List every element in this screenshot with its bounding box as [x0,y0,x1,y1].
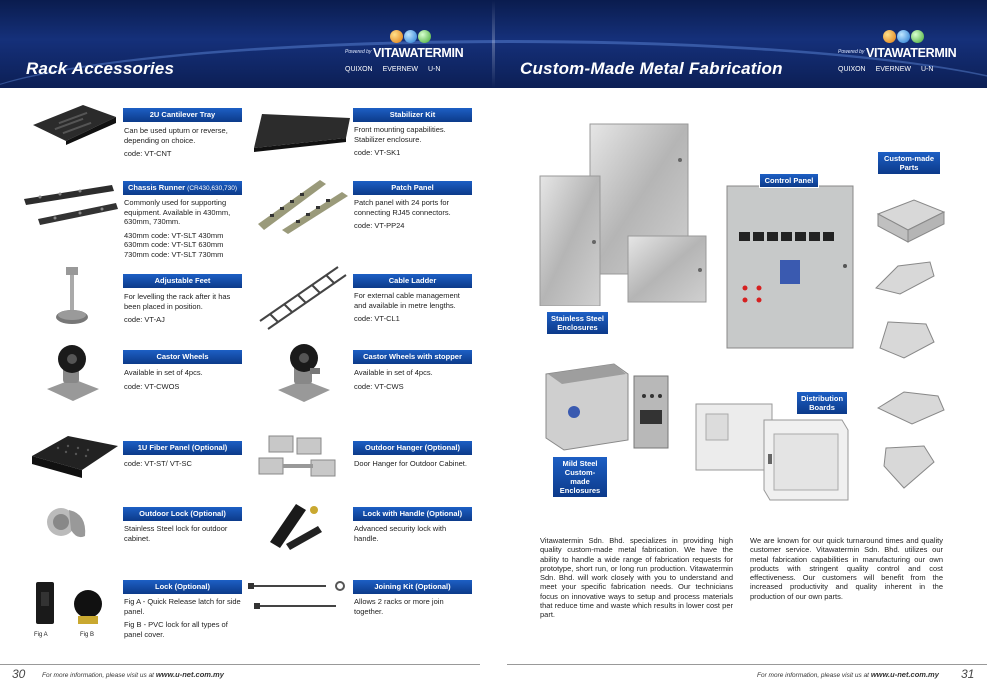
fabrication-quality-paragraph: We are known for our quick turnaround times and quality customer service. Vitawatermin Sdn. Bhd. utilizes our metal fabrication capabilities in manufacturing our own products with stringent quality control and cost effectiveness. Our customers will benefit from the increased productivity and quality inherent in the production of our own parts. [750,536,943,601]
label-stainless-steel: Stainless Steel Enclosures [546,311,609,335]
left-page-title: Rack Accessories [26,59,175,78]
desc-cantilever-tray: Can be used upturn or reverse, depending on choice. code: VT-CNT [124,126,228,158]
caption-fig-b: Fig B [80,632,95,638]
footer-divider-right [507,664,987,665]
fiber-panel-image [28,432,120,482]
page-number-left: 30 [12,667,26,681]
footer-info-right: For more information, please visit us at www.u-net.com.my [757,670,939,679]
page-spine [492,0,495,88]
tag-outdoor-hanger: Outdoor Hanger (Optional) [353,441,472,455]
tag-outdoor-lock: Outdoor Lock (Optional) [123,507,242,521]
label-distribution-boards: Distribution Boards [796,391,848,415]
desc-joining-kit: Allows 2 racks or more join together. [354,597,444,616]
tag-castor-wheels: Castor Wheels [123,350,242,364]
tag-cable-ladder: Cable Ladder [353,274,472,288]
desc-castor-wheels-stopper: Available in set of 4pcs. code: VT-CWS [354,368,433,391]
cantilever-tray-image [28,103,118,145]
sub-brand: EVERNEW [382,66,418,73]
tag-lock: Lock (Optional) [123,580,242,594]
sub-brand: QUIXON [838,66,866,73]
desc-stabilizer-kit: Front mounting capabilities. Stabilizer enclosure. code: VT-SK1 [354,125,446,157]
sub-brand: U-N [427,66,441,73]
distribution-boards-image [694,400,854,502]
castor-wheels-stopper-image [276,340,334,406]
desc-outdoor-hanger: Door Hanger for Outdoor Cabinet. [354,459,467,468]
lock-with-handle-image [266,500,328,552]
brand-powered-text: Powered by [345,49,372,55]
desc-cable-ladder: For external cable management and available in metre lengths. code: VT-CL1 [354,291,460,323]
footer-url[interactable]: www.u-net.com.my [870,670,939,679]
brand-balls-icon [390,30,450,46]
tag-lock-with-handle: Lock with Handle (Optional) [353,507,472,521]
control-panel-image [725,184,857,350]
fabrication-intro-paragraph: Vitawatermin Sdn. Bhd. specializes in providing high quality custom-made metal fabrication. We have the ability to handle a wide range of fabrication requests for prototype, short run, or long run production. Vitawatermin Sdn. Bhd. will work closely with you to understand and meet your specific fabrication needs. Our technicians focus on innovative ways to setup and process materials that reduce time and waste which results in lower cost per part. [540,536,733,620]
patch-panel-image [256,178,350,234]
desc-lock-with-handle: Advanced security lock with handle. [354,524,447,543]
page-header [0,0,987,88]
footer-divider-left [0,664,480,665]
right-page-title: Custom-Made Metal Fabrication [520,59,783,78]
tag-joining-kit: Joining Kit (Optional) [353,580,472,594]
cable-ladder-image [258,265,348,331]
footer-url[interactable]: www.u-net.com.my [155,670,224,679]
desc-fiber-panel: code: VT-ST/ VT-SC [124,459,192,468]
footer-info-left: For more information, please visit us at www.u-net.com.my [42,670,224,679]
tag-adjustable-feet: Adjustable Feet [123,274,242,288]
lock-figures-image [34,580,102,630]
brand-name: VITAWATERMIN [866,46,957,60]
label-custom-parts: Custom-made Parts [877,151,941,175]
desc-adjustable-feet: For levelling the rack after it has been placed in position. code: VT-AJ [124,292,231,324]
stainless-steel-enclosures-image [538,120,714,306]
stabilizer-kit-image [252,108,352,156]
caption-fig-a: Fig A [34,632,48,638]
brand-powered-text: Powered by [838,49,865,55]
tag-fiber-panel: 1U Fiber Panel (Optional) [123,441,242,455]
tag-stabilizer-kit: Stabilizer Kit [353,108,472,122]
outdoor-lock-image [45,500,93,544]
sub-brand: QUIXON [345,66,373,73]
tag-patch-panel: Patch Panel [353,181,472,195]
desc-outdoor-lock: Stainless Steel lock for outdoor cabinet. [124,524,228,543]
joining-kit-image [246,578,350,614]
brand-name: VITAWATERMIN [373,46,464,60]
page-number-right: 31 [961,667,975,681]
brand-logo-left [345,30,485,82]
label-control-panel: Control Panel [759,173,819,188]
chassis-runner-image [20,183,120,231]
desc-castor-wheels: Available in set of 4pcs. code: VT-CWOS [124,368,203,391]
outdoor-hanger-image [255,434,347,480]
sub-brands [838,66,941,73]
castor-wheels-image [45,343,103,405]
adjustable-feet-image [55,265,95,327]
custom-parts-image [874,196,948,508]
sub-brands [345,66,448,73]
desc-lock: Fig A - Quick Release latch for side panel. Fig B - PVC lock for all types of panel cover. [124,597,241,639]
sub-brand: EVERNEW [875,66,911,73]
tag-chassis-runner: Chassis Runner (CR430,630,730) [123,181,242,195]
brand-balls-icon [883,30,943,46]
label-mild-steel: Mild Steel Custom-made Enclosures [552,456,608,498]
brand-logo-right [838,30,978,82]
desc-patch-panel: Patch panel with 24 ports for connecting RJ45 connectors. code: VT-PP24 [354,198,451,230]
desc-chassis-runner: Commonly used for supporting equipment. Available in 430mm, 630mm, 730mm. 430mm code: VT-SLT 430mm 630mm code: VT-SLT 630mm 730mm code: VT-SLT 730mm [124,198,231,259]
mild-steel-enclosure-image [544,360,672,452]
sub-brand: U-N [920,66,934,73]
tag-cantilever-tray: 2U Cantilever Tray [123,108,242,122]
tag-castor-wheels-stopper: Castor Wheels with stopper [353,350,472,364]
